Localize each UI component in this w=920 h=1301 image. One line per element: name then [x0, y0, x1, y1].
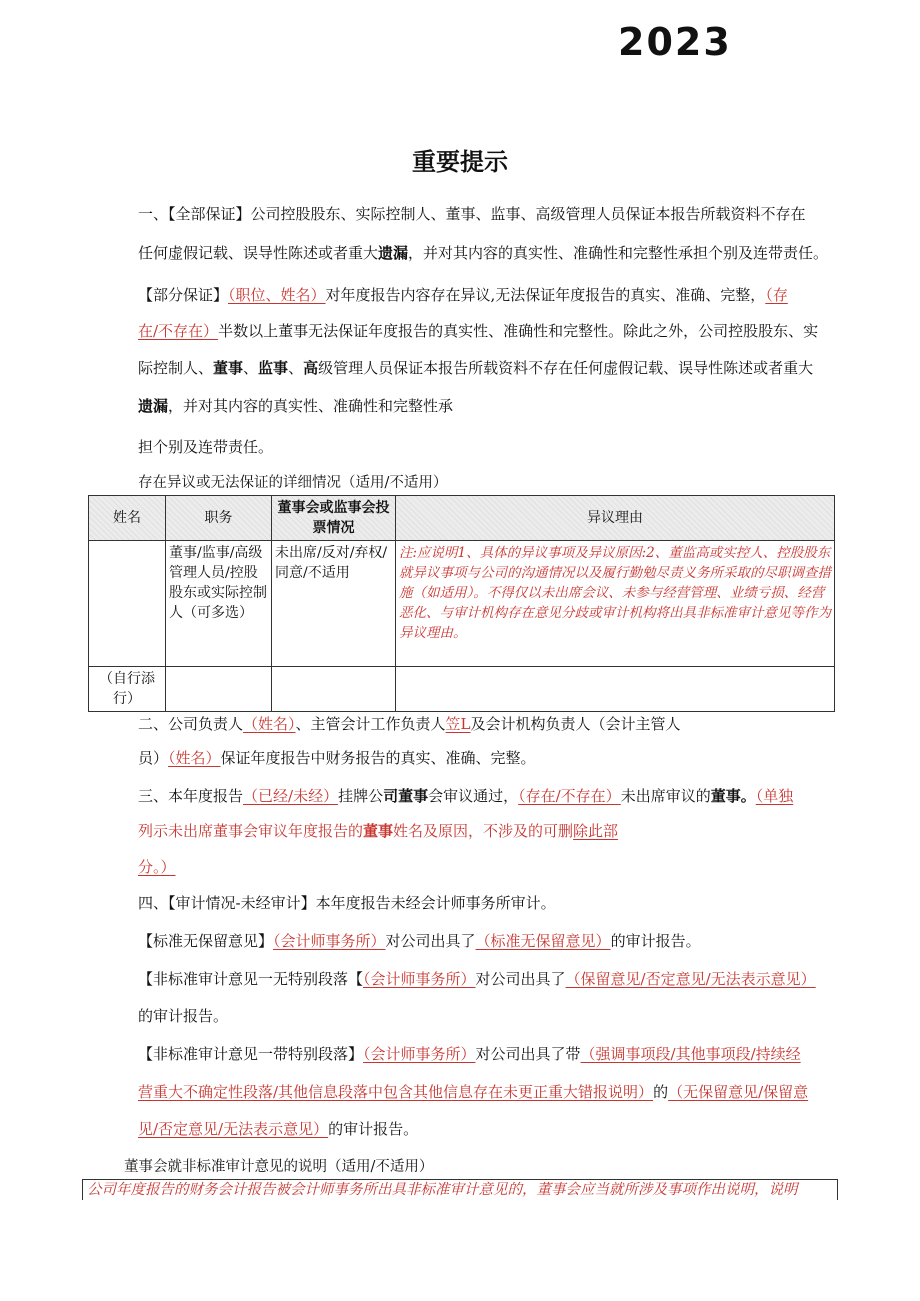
partial-omission: 遗漏: [138, 397, 169, 415]
partial-line4: [138, 395, 453, 417]
partial-line2: [138, 320, 818, 342]
nonstandard2-line2: [138, 1081, 808, 1103]
partial-sep1: 、: [243, 359, 259, 377]
section4-line1: 四、【审计情况-未经审计】本年度报告未经会计师事务所审计。: [138, 894, 556, 912]
section3-period: 。: [740, 787, 756, 805]
row2-reason: [396, 667, 835, 712]
nonstandard2-opinion-option: （无保留意见/保留意: [668, 1083, 809, 1101]
table-row: [89, 667, 835, 712]
section2-text5: 保证年度报告中财务报告的真实、准确、完整。: [220, 749, 536, 767]
partial-text1: 对年度报告内容存在异议,无法保证年度报告的真实、准确、完整，: [325, 286, 766, 304]
section3-exists-option: （存在/不存在）: [518, 787, 621, 805]
section3-directors: 董事: [710, 787, 741, 805]
section2-acct-name: 笠L: [445, 715, 471, 733]
row2-position: [166, 667, 272, 712]
nonstandard1-opinion: （保留意见/否定意见/无法表示意见）: [565, 970, 816, 988]
section3-text1: 三、本年度报告: [138, 787, 244, 805]
row2-name: （自行添行）: [89, 667, 166, 712]
section1-omission: 遗漏: [378, 244, 409, 262]
section2-text2: 、主管会计工作负责人: [295, 715, 446, 733]
section1-line1: 一、【全部保证】公司控股股东、实际控制人、董事、监事、高级管理人员保证本报告所载资料不存在: [138, 205, 806, 223]
header-vote: 董事会或监事会投票情况: [272, 496, 396, 541]
section3-note-text: 列示未出席董事会审议年度报告的: [138, 822, 364, 840]
board-note-text: 公司年度报告的财务会计报告被会计师事务所出具非标准审计意见的，董事会应当就所涉及事项作出说明，说明: [87, 1182, 798, 1198]
section3-text3: 未出席审议的: [620, 787, 711, 805]
section3-line1: [138, 785, 793, 807]
header-reason: 异议理由: [396, 496, 835, 541]
section2-head-name: （姓名）: [243, 715, 296, 733]
board-note-box: [82, 1179, 838, 1200]
section2-text1: 二、公司负责人: [138, 715, 244, 733]
section2-text4: 员）: [138, 749, 169, 767]
nonstandard2-firm: （会计师事务所）: [363, 1045, 476, 1063]
standard-firm: （会计师事务所）: [273, 932, 386, 950]
nonstandard1-line2: 的审计报告。: [138, 1007, 229, 1025]
partial-exists-option: （存: [765, 286, 788, 304]
dissent-caption: 存在异议或无法保证的详细情况（适用/不适用）: [138, 475, 448, 491]
standard-end: 的审计报告。: [610, 932, 701, 950]
section1-line2-text: 任何虚假记载、误导性陈述或者重大: [138, 244, 379, 262]
section1-line2: [138, 242, 828, 264]
section3-text2c: 会审议通过，: [428, 787, 519, 805]
section2-text3: 及会计机构负责人（会计主管人: [470, 715, 681, 733]
row1-reason: 注:应说明1、具体的异议事项及异议原因:2、董监高或实控人、控股股东就异议事项与公司的沟通情况以及履行勤勉尽责义务所采取的尽职调查措施（如适用）。不得仅以未出席会议、未参与经营管理、业绩亏损、经营恶化、与审计机构存在意见分歧或审计机构将出具非标准审计意见等作为异议理由。: [396, 541, 835, 667]
section3-note-text2: 姓名及原因，不涉及的可删: [393, 822, 574, 840]
section2-line2: [138, 747, 536, 769]
section3-note-text3: 除此部: [573, 822, 619, 840]
partial-sep2: 、: [288, 359, 304, 377]
row1-name: [89, 541, 166, 667]
row1-vote: 未出席/反对/弃权/同意/不适用: [272, 541, 396, 667]
partial-position-name: （职位、姓名）: [228, 286, 326, 304]
dissent-table: [88, 495, 835, 712]
nonstandard1-text: 对公司出具了: [475, 970, 566, 988]
nonstandard1-label: 【非标准审计意见一无特别段落【: [138, 970, 364, 988]
section3-note-start: （单独: [755, 787, 794, 805]
nonstandard1-line1: [138, 968, 816, 990]
nonstandard2-line1: [138, 1043, 801, 1065]
section2-line1: [138, 713, 681, 735]
partial-text3g: 级管理人员保证本报告所载资料不存在任何虚假记载、误导性陈述或者重大: [318, 359, 814, 377]
row1-position: 董事/监事/高级管理人员/控股股东或实际控制人（可多选）: [166, 541, 272, 667]
partial-line3: [138, 357, 813, 379]
partial-line1: [138, 284, 788, 306]
standard-opinion: （标准无保留意见）: [475, 932, 611, 950]
nonstandard1-firm: （会计师事务所）: [363, 970, 476, 988]
partial-line5: 担个别及连带责任。: [138, 438, 274, 456]
row2-vote: [272, 667, 396, 712]
nonstandard2-opinion-option-cont: 见/否定意见/无法表示意见）: [138, 1120, 329, 1138]
section3-text2: 挂牌公: [338, 787, 384, 805]
nonstandard2-label: 【非标准审计意见一带特别段落】: [138, 1045, 364, 1063]
nonstandard2-line3: [138, 1118, 418, 1140]
table-header-row: [89, 496, 835, 541]
section3-note-directors: 董事: [363, 822, 394, 840]
section1-line2-end: ，并对其内容的真实性、准确性和完整性承担个别及连带责任。: [408, 244, 829, 262]
section3-approved-option: （已经/未经）: [243, 787, 339, 805]
section3-board: 司董事: [383, 787, 429, 805]
nonstandard2-of: 的: [653, 1083, 669, 1101]
partial-exists-option-cont: 在/不存在）: [138, 322, 219, 340]
partial-text4b: ，并对其内容的真实性、准确性和完整性承: [168, 397, 454, 415]
nonstandard2-paragraph-option-cont: 营重大不确定性段落/其他信息段落中包含其他信息存在未更正重大错报说明）: [138, 1083, 654, 1101]
nonstandard2-end: 的审计报告。: [328, 1120, 419, 1138]
partial-text2: 半数以上董事无法保证年度报告的真实性、准确性和完整性。除此之外，公司控股股东、实: [218, 322, 819, 340]
section3-line3: 分。）: [138, 858, 176, 876]
partial-directors: 董事: [213, 359, 244, 377]
board-note-caption: 董事会就非标准审计意见的说明（适用/不适用）: [124, 1159, 434, 1175]
section3-line2: [138, 820, 618, 842]
partial-senior: 高: [303, 359, 319, 377]
standard-label: 【标准无保留意见】: [138, 932, 274, 950]
partial-supervisors: 监事: [258, 359, 289, 377]
header-position: 职务: [166, 496, 272, 541]
nonstandard2-paragraph-option: （强调事项段/其他事项段/持续经: [580, 1045, 801, 1063]
section2-chief-name: （姓名）: [168, 749, 221, 767]
standard-opinion-line: [138, 930, 701, 952]
partial-label: 【部分保证】: [138, 286, 229, 304]
report-year: 2023: [618, 20, 732, 64]
table-row: [89, 541, 835, 667]
partial-text3a: 际控制人、: [138, 359, 214, 377]
header-name: 姓名: [89, 496, 166, 541]
nonstandard2-text: 对公司出具了带: [475, 1045, 581, 1063]
page-title: 重要提示: [412, 148, 508, 176]
standard-text: 对公司出具了: [385, 932, 476, 950]
